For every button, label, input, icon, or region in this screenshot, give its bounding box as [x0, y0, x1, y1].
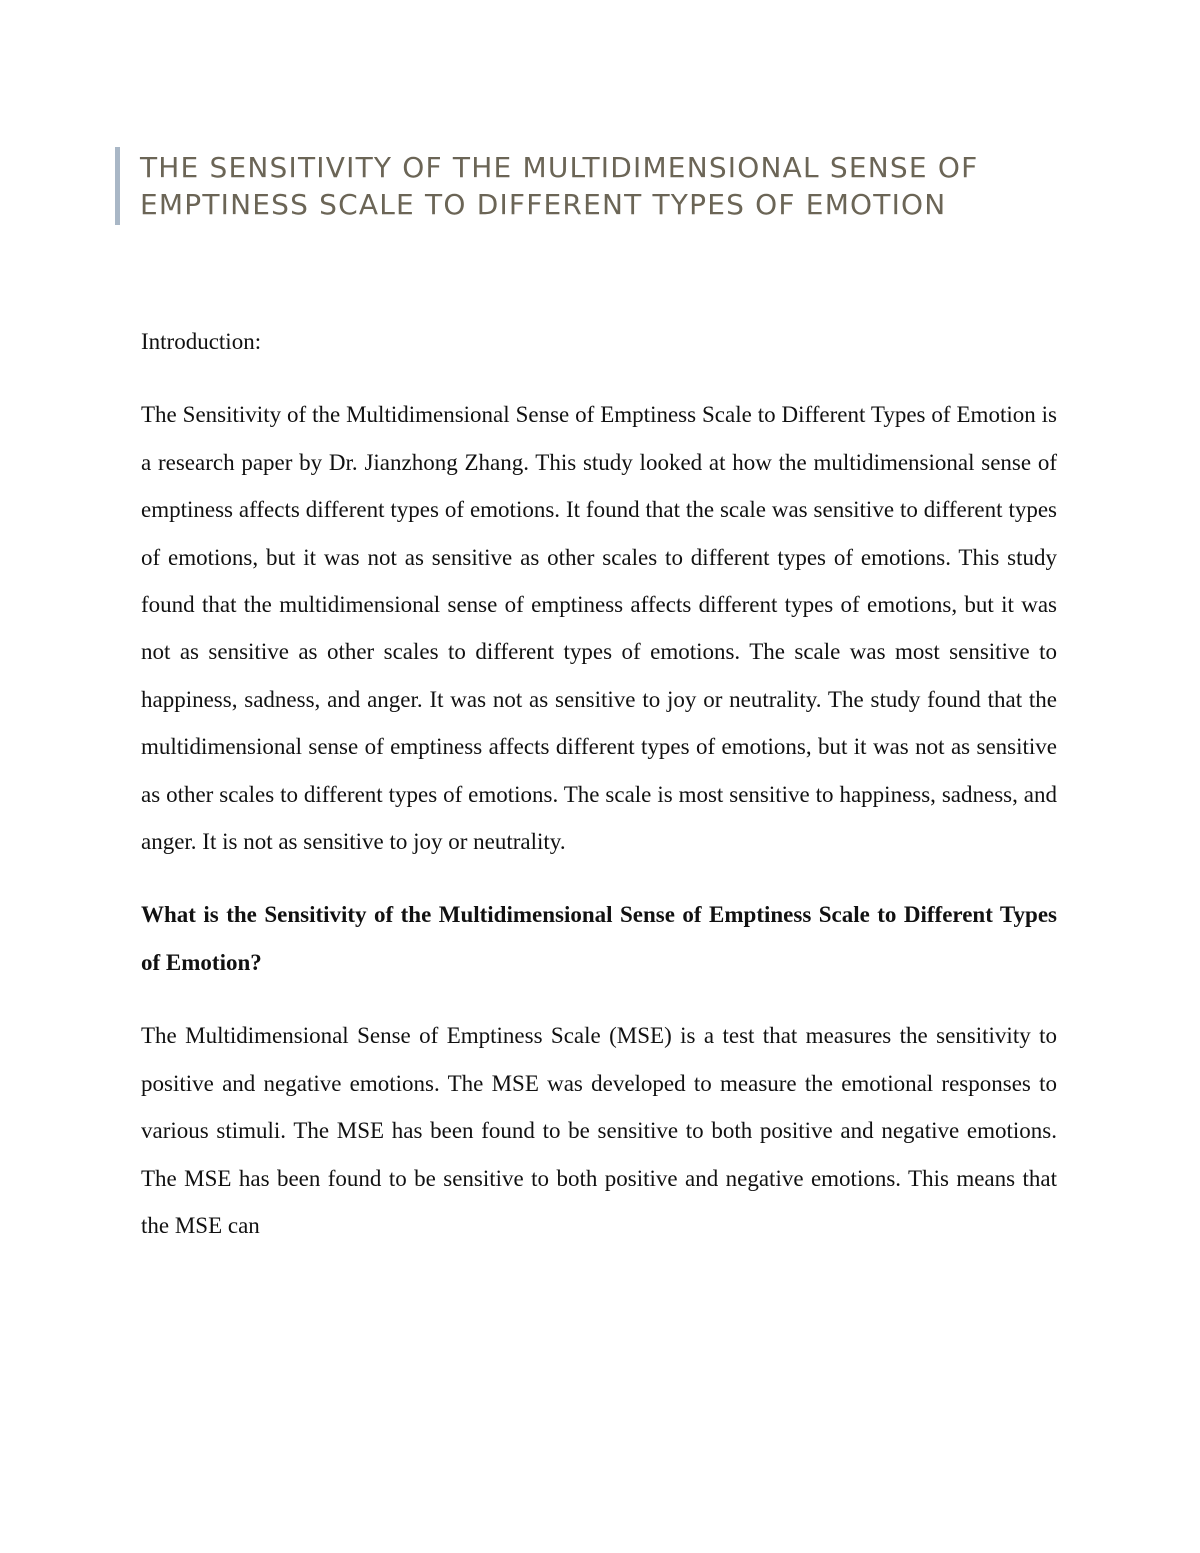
- section-paragraph: The Multidimensional Sense of Emptiness Scale (MSE) is a test that measures the sensitivity to positive and negative emotions. The MSE was developed to measure the emotional responses to various stimuli. The MSE has been found to be sensitive to both positive and negative emotions. The MSE has been found to be sensitive to both positive and negative emotions. This means that the MSE can: [141, 1023, 1057, 1238]
- document-title: THE SENSITIVITY OF THE MULTIDIMENSIONAL SENSE OF EMPTINESS SCALE TO DIFFERENT TYPES OF EMOTION: [140, 151, 979, 221]
- intro-label: Introduction:: [141, 329, 262, 354]
- intro-paragraph: The Sensitivity of the Multidimensional Sense of Emptiness Scale to Different Types of Emotion is a research paper by Dr. Jianzhong Zhang. This study looked at how the multidimensional sense of emptiness affects different types of emotions. It found that the scale was sensitive to different types of emotions, but it was not as sensitive as other scales to different types of emotions. This study found that the multidimensional sense of emptiness affects different types of emotions, but it was not as sensitive as other scales to different types of emotions. The scale was most sensitive to happiness, sadness, and anger. It was not as sensitive to joy or neutrality. The study found that the multidimensional sense of emptiness affects different types of emotions, but it was not as sensitive as other scales to different types of emotions. The scale is most sensitive to happiness, sadness, and anger. It is not as sensitive to joy or neutrality.: [141, 402, 1057, 855]
- title-block: [115, 147, 1060, 225]
- document-body: [141, 318, 1057, 1275]
- section-heading: What is the Sensitivity of the Multidimensional Sense of Emptiness Scale to Different Types of Emotion?: [141, 902, 1057, 975]
